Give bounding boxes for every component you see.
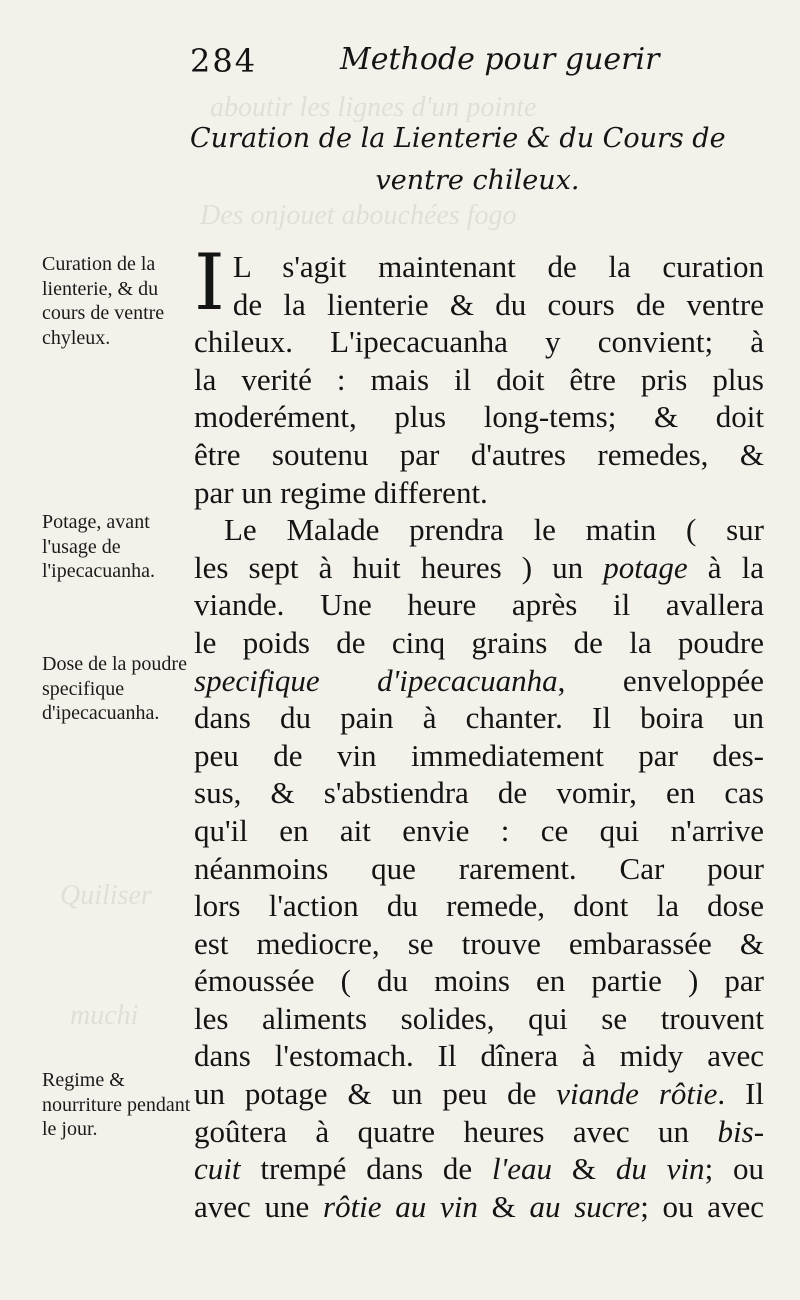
body-text xyxy=(194,238,765,1225)
page-header xyxy=(190,42,750,92)
text-line: sus, & s'abstiendra de vomir, en cas xyxy=(194,775,764,811)
show-through-text: aboutir les lignes d'un pointe xyxy=(210,92,537,123)
text-line: moderément, plus long-tems; & doit xyxy=(194,399,764,435)
text-line: qu'il en ait envie : ce qui n'arrive xyxy=(194,812,764,848)
italic-term: du vin xyxy=(615,1151,705,1187)
italic-term: specifique d'ipecacuanha xyxy=(194,662,558,698)
text-line: être soutenu par d'autres remedes, & xyxy=(194,436,764,472)
text-line: les aliments solides, qui se trouvent xyxy=(194,1000,764,1036)
text-line: par un regime different. xyxy=(194,474,488,510)
text-line: cuit trempé dans de l'eau & du vin; ou xyxy=(194,1151,765,1187)
show-through-text: Des onjouet abouchées fogo xyxy=(200,200,517,231)
text-line: peu de vin immediatement par des- xyxy=(194,737,764,773)
show-through-text: muchi xyxy=(70,1000,139,1031)
italic-term: potage xyxy=(603,549,688,585)
text-line: Le Malade prendra le matin ( sur xyxy=(224,512,764,548)
text-line: viande. Une heure après il avallera xyxy=(194,587,764,623)
margin-note-dose: Dose de la poudre specifique d'ipecacuanha. xyxy=(42,653,187,724)
margin-note-curation: Curation de la lienterie, & du cours de ventre chyleux. xyxy=(42,253,165,349)
italic-term: viande rôtie xyxy=(556,1076,718,1112)
italic-term: bis- xyxy=(717,1113,765,1149)
text-line: goûtera à quatre heures avec un bis- xyxy=(194,1113,765,1149)
section-title-line: Curation de la Lienterie & du Cours de xyxy=(190,123,726,154)
text-line: le poids de cinq grains de la poudre xyxy=(194,624,764,660)
text-line: la verité : mais il doit être pris plus xyxy=(194,361,764,397)
italic-term: au sucre xyxy=(529,1188,641,1224)
text-line: néanmoins que rarement. Car pour xyxy=(194,850,764,886)
section-title-line: ventre chileux. xyxy=(375,165,580,196)
text-line: L s'agit maintenant de la curation xyxy=(232,249,764,284)
text-line: est mediocre, se trouve embarassée & xyxy=(194,925,764,961)
text-line: avec une rôtie au vin & au sucre; ou avec xyxy=(194,1188,765,1224)
running-head: Methode pour guerir xyxy=(340,42,660,77)
drop-cap: I xyxy=(194,238,225,328)
text-line: chileux. L'ipecacuanha y convient; à xyxy=(194,324,764,360)
italic-term: cuit xyxy=(194,1151,241,1187)
text-line: lors l'action du remede, dont la dose xyxy=(194,888,764,924)
italic-term: rôtie au vin xyxy=(323,1188,478,1224)
text-line: de la lienterie & du cours de ventre xyxy=(232,286,764,322)
text-line: specifique d'ipecacuanha, enveloppée xyxy=(194,662,765,698)
page-number: 284 xyxy=(190,42,258,80)
text-line: un potage & un peu de viande rôtie. Il xyxy=(194,1076,765,1112)
text-line: dans du pain à chanter. Il boira un xyxy=(194,700,764,736)
text-line: les sept à huit heures ) un potage à la xyxy=(194,549,765,585)
text-line: dans l'estomach. Il dînera à midy avec xyxy=(194,1038,764,1074)
italic-term: l'eau xyxy=(492,1151,553,1187)
margin-note-regime: Regime & nourriture pendant le jour. xyxy=(42,1069,191,1140)
text-line: émoussée ( du moins en partie ) par xyxy=(194,963,764,999)
margin-note-potage: Potage, avant l'usage de l'ipecacuanha. xyxy=(42,511,155,582)
section-title xyxy=(190,118,765,202)
show-through-text: Quiliser xyxy=(60,880,152,911)
